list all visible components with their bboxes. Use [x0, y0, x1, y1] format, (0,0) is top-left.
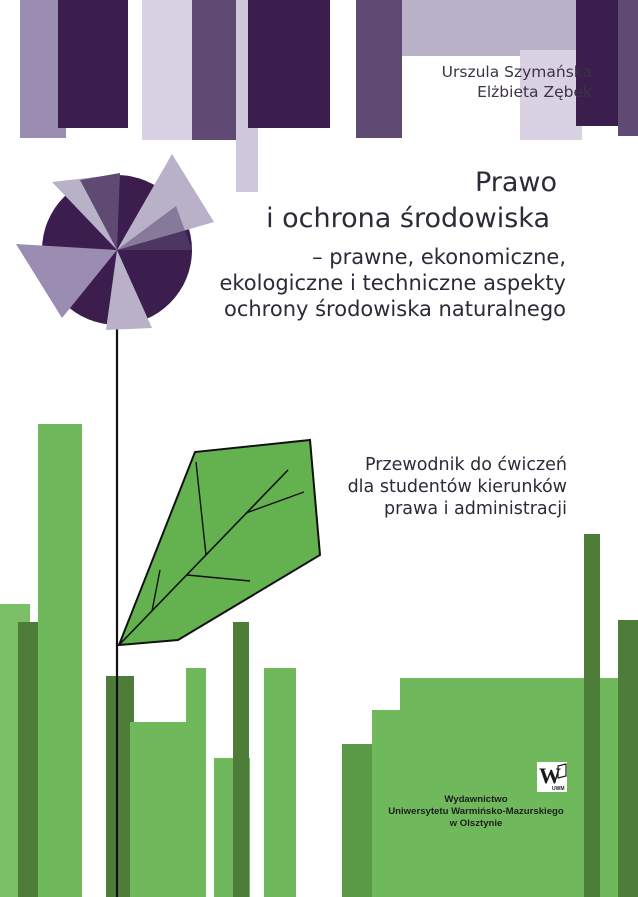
publisher-name [382, 794, 570, 830]
leaf [119, 440, 320, 645]
book-subtitle [219, 244, 566, 322]
subtitle-line: ochrony środowiska naturalnego [223, 297, 566, 321]
publisher-line: Uniwersytetu Warmińsko-Mazurskiego [388, 806, 564, 817]
green-bar [186, 668, 206, 897]
publisher-line: w Olsztynie [449, 818, 503, 829]
purple-bar [248, 0, 330, 128]
book-title [266, 165, 557, 237]
green-bar [584, 534, 600, 897]
authors [442, 62, 592, 102]
logo-small-letters: UWM [552, 786, 565, 792]
green-bar [264, 668, 296, 897]
green-bar [106, 676, 134, 897]
publisher-logo-icon [537, 762, 567, 792]
author-name: Urszula Szymańska [441, 63, 592, 81]
green-bar [618, 620, 638, 897]
author-name: Elżbieta Zębek [477, 83, 592, 101]
guide-line: Przewodnik do ćwiczeń [364, 455, 567, 475]
green-bar [38, 424, 82, 897]
title-line: i ochrona środowiska [266, 203, 550, 234]
purple-bar [192, 0, 238, 140]
title-line: Prawo [474, 167, 557, 198]
purple-bar [618, 0, 638, 136]
logo-letter: W [539, 763, 561, 788]
subtitle-line: – prawne, ekonomiczne, [312, 245, 566, 269]
purple-bar [356, 0, 402, 138]
purple-bar [58, 0, 128, 128]
subtitle-line: ekologiczne i techniczne aspekty [219, 271, 566, 295]
green-bar [233, 622, 249, 897]
publisher-line: Wydawnictwo [444, 794, 508, 805]
green-bar [130, 722, 186, 897]
purple-bar [402, 0, 576, 56]
guide-description [348, 454, 567, 520]
green-bar [342, 744, 372, 897]
guide-line: prawa i administracji [384, 499, 567, 519]
guide-line: dla studentów kierunków [347, 477, 567, 497]
purple-bar [142, 0, 192, 140]
pinwheel-flower [16, 154, 214, 330]
